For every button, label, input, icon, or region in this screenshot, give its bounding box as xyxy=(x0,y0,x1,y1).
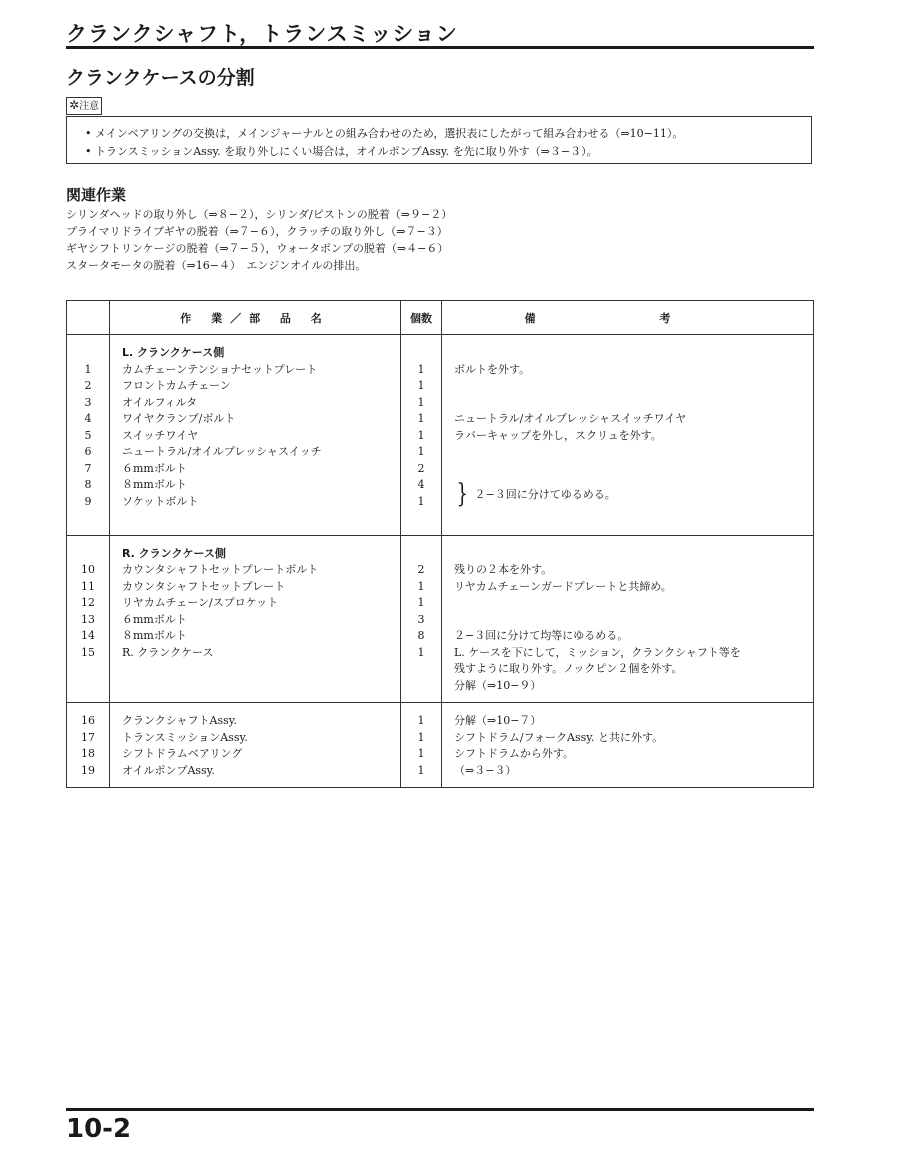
remark: L. ケースを下にして，ミッション，クランクシャフト等を xyxy=(454,645,741,659)
part-name: フロントカムチェーン xyxy=(122,379,231,392)
remark xyxy=(454,461,813,478)
part-name: クランクシャフトAssy. xyxy=(122,714,238,727)
row-number: 16 xyxy=(81,714,95,727)
part-name: カムチェーンテンショナセットプレート xyxy=(122,362,318,376)
remark xyxy=(454,378,813,395)
quantity-cell xyxy=(401,703,442,788)
related-work-item: プライマリドライブギヤの脱着（⇒７−６），クラッチの取り外し（⇒７−３） xyxy=(66,225,448,238)
part-name: リヤカムチェーン/スプロケット xyxy=(122,596,279,609)
part-quantity: 1 xyxy=(417,714,425,727)
name-cell xyxy=(110,703,401,788)
number-cell xyxy=(67,335,110,536)
part-name: ニュートラル/オイルプレッシャスイッチ xyxy=(122,445,322,458)
page-header-title: クランクシャフト，トランスミッション xyxy=(66,22,458,46)
row-number: 7 xyxy=(84,461,92,475)
row-number: 10 xyxy=(81,563,95,576)
header-rule xyxy=(66,46,814,49)
remark xyxy=(454,612,813,629)
part-quantity: 1 xyxy=(417,494,425,508)
part-name: オイルポンプAssy. xyxy=(122,763,215,777)
quantity-cell xyxy=(401,535,442,703)
caution-item: • メインベアリングの交換は，メインジャーナルとの組み合わせのため，選択表にしたがって組み合わせる（⇒10−11）。 xyxy=(85,125,811,143)
remarks-cell xyxy=(442,335,814,536)
brace-icon: } xyxy=(456,478,469,509)
remark: シフトドラムから外す。 xyxy=(454,747,575,760)
part-name: ８mmボルト xyxy=(122,629,187,642)
caution-item: • トランスミッションAssy. を取り外しにくい場合は，オイルポンプAssy. を先に取り外す（⇒３−３）。 xyxy=(85,143,811,161)
part-quantity: 1 xyxy=(417,645,425,659)
part-quantity: 1 xyxy=(417,579,425,593)
row-number: 5 xyxy=(84,428,92,442)
part-quantity: 1 xyxy=(417,362,425,376)
part-name: R. クランクケース xyxy=(122,645,214,659)
remark: （⇒３−３） xyxy=(454,763,517,777)
part-name: スイッチワイヤ xyxy=(122,428,199,442)
part-quantity: 1 xyxy=(417,747,425,760)
part-name: ６mmボルト xyxy=(122,461,187,475)
part-name: トランスミッションAssy. xyxy=(122,730,248,744)
row-number: 8 xyxy=(84,478,92,491)
row-number: 2 xyxy=(84,379,92,392)
row-number: 11 xyxy=(81,579,95,593)
row-number: 15 xyxy=(81,645,95,659)
caution-badge xyxy=(66,97,102,115)
row-number: 9 xyxy=(84,494,92,508)
group-title: R. クランクケース側 xyxy=(122,546,226,560)
remark xyxy=(454,595,813,612)
part-quantity: 4 xyxy=(417,478,425,491)
remark: 残すように取り外す。ノックピン２個を外す。 xyxy=(454,662,683,675)
part-quantity: 1 xyxy=(417,763,425,777)
row-number: 18 xyxy=(81,747,95,760)
related-work-item: シリンダヘッドの取り外し（⇒８−２），シリンダ/ピストンの脱着（⇒９−２） xyxy=(66,208,453,221)
row-number: 3 xyxy=(84,395,92,409)
caution-label: 注意 xyxy=(79,101,100,112)
remark: 分解（⇒10−７） xyxy=(454,714,542,727)
remark: ニュートラル/オイルプレッシャスイッチワイヤ xyxy=(454,412,687,425)
part-name: ワイヤクランプ/ボルト xyxy=(122,412,236,425)
remark xyxy=(454,395,813,412)
row-number: 1 xyxy=(84,362,92,376)
part-name: ８mmボルト xyxy=(122,478,187,491)
remark xyxy=(454,444,813,461)
caution-box xyxy=(66,116,812,164)
row-number: 4 xyxy=(84,412,92,425)
footer-rule xyxy=(66,1108,814,1111)
part-name: オイルフィルタ xyxy=(122,395,198,409)
star-icon: ✲ xyxy=(69,98,80,112)
related-work-list xyxy=(66,206,452,274)
related-work-item: スタータモータの脱着（⇒16−４） エンジンオイルの排出。 xyxy=(66,259,367,272)
number-cell xyxy=(67,703,110,788)
remark: 分解（⇒10−９） xyxy=(454,678,542,692)
name-cell xyxy=(110,335,401,536)
part-quantity: 1 xyxy=(417,379,425,392)
section-title: クランクケースの分割 xyxy=(66,67,255,89)
table-group-left-case xyxy=(67,335,814,536)
parts-table xyxy=(66,300,814,788)
part-quantity: 2 xyxy=(417,461,425,475)
part-quantity: 1 xyxy=(417,395,425,409)
part-quantity: 1 xyxy=(417,730,425,744)
row-number: 13 xyxy=(81,612,95,626)
part-name: ソケットボルト xyxy=(122,494,199,508)
remark: ラバーキャップを外し，スクリュを外す。 xyxy=(454,428,662,442)
part-quantity: 1 xyxy=(417,428,425,442)
row-number: 19 xyxy=(81,763,95,777)
remark: ２−３回に分けて均等にゆるめる。 xyxy=(454,629,629,642)
page-number: 10-2 xyxy=(66,1114,132,1144)
remark: リヤカムチェーンガードプレートと共締め。 xyxy=(454,579,672,593)
brace-remark xyxy=(454,477,813,510)
group-title: L. クランクケース側 xyxy=(122,346,225,359)
remarks-cell xyxy=(442,535,814,703)
part-quantity: 1 xyxy=(417,596,425,609)
table-header-row xyxy=(67,301,814,335)
related-work-item: ギヤシフトリンケージの脱着（⇒７−５），ウォータポンプの脱着（⇒４−６） xyxy=(66,242,449,255)
header-work-part-name: 作 業／部 品 名 xyxy=(110,301,401,335)
remark: シフトドラム/フォークAssy. と共に外す。 xyxy=(454,730,664,744)
row-number: 17 xyxy=(81,730,95,744)
number-cell xyxy=(67,535,110,703)
row-number: 6 xyxy=(84,445,92,458)
row-number: 14 xyxy=(81,629,95,642)
remark: ボルトを外す。 xyxy=(454,362,531,376)
remark: 残りの２本を外す。 xyxy=(454,563,553,576)
brace-remark-text: ２−３回に分けてゆるめる。 xyxy=(474,487,616,501)
header-remarks: 備 考 xyxy=(442,301,814,335)
part-quantity: 1 xyxy=(417,445,425,458)
table-group-assemblies xyxy=(67,703,814,788)
part-name: ６mmボルト xyxy=(122,612,187,626)
related-work-title: 関連作業 xyxy=(66,186,127,204)
part-quantity: 3 xyxy=(417,612,425,626)
part-name: カウンタシャフトセットプレート xyxy=(122,579,286,593)
part-quantity: 2 xyxy=(417,563,425,576)
header-quantity: 個数 xyxy=(401,301,442,335)
row-number: 12 xyxy=(81,596,95,609)
header-number xyxy=(67,301,110,335)
table-group-right-case xyxy=(67,535,814,703)
part-quantity: 1 xyxy=(417,412,425,425)
name-cell xyxy=(110,535,401,703)
remarks-cell xyxy=(442,703,814,788)
part-name: カウンタシャフトセットプレートボルト xyxy=(122,563,319,576)
part-name: シフトドラムベアリング xyxy=(122,747,243,760)
part-quantity: 8 xyxy=(417,629,425,642)
quantity-cell xyxy=(401,335,442,536)
